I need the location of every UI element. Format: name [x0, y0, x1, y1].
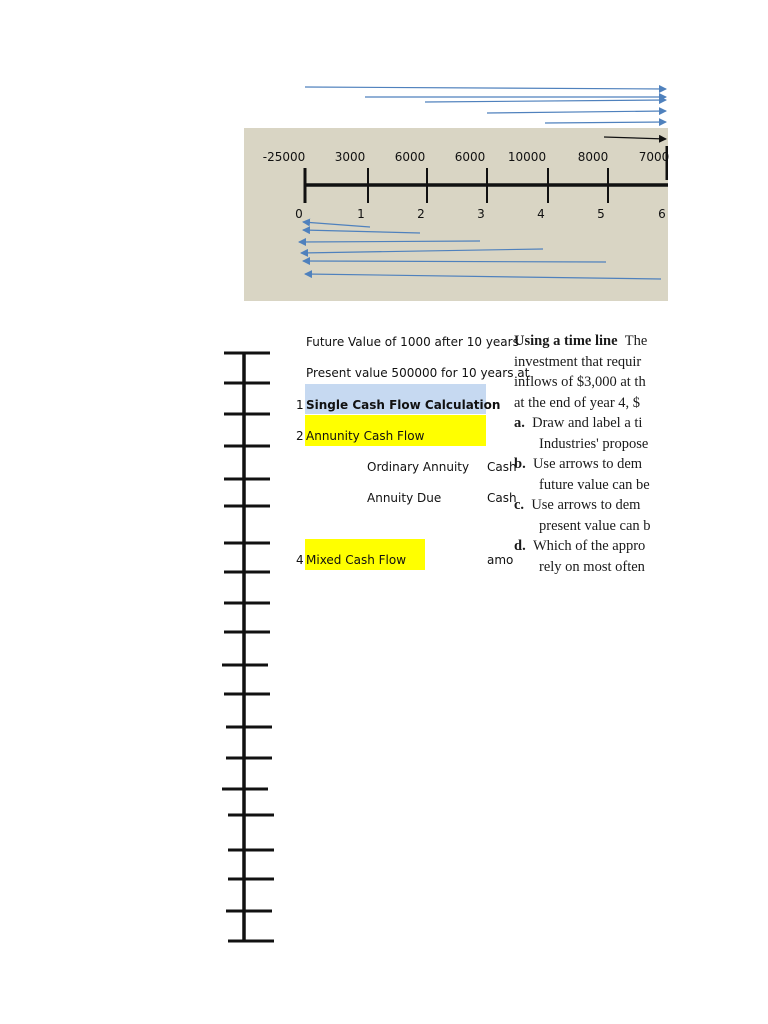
cash-fragment-1: Cash [487, 460, 517, 474]
book-line-3: at the end of year 4, $ [514, 394, 641, 411]
spreadsheet-area [290, 330, 530, 580]
period-4: 4 [537, 207, 545, 221]
book-item-a-cont: Industries' propose [539, 435, 649, 452]
book-item-d-letter: d. [514, 538, 526, 554]
annuity-due-label: Annuity Due [367, 491, 442, 505]
period-5: 5 [597, 207, 605, 221]
cash-flow-4: 10000 [507, 150, 547, 164]
book-item-b-text: Use arrows to dem [532, 456, 643, 472]
fv-arrow-3 [487, 111, 666, 113]
period-3: 3 [477, 207, 485, 221]
book-item-c-text: Use arrows to dem [531, 497, 641, 513]
fv-arrow-2 [425, 100, 666, 102]
period-6: 6 [658, 207, 666, 221]
book-heading: Using a time line [514, 333, 618, 349]
book-item-b-cont: future value can be [539, 476, 650, 493]
single-cash-flow-label: Single Cash Flow Calculation [306, 398, 501, 412]
fv-arrow-0 [305, 87, 666, 89]
cash-flow-6: 7000 [638, 150, 670, 164]
book-item-c-letter: c. [514, 497, 525, 513]
period-0: 0 [295, 207, 303, 221]
pv-arrow-5 [303, 261, 606, 262]
pv-arrow-4 [301, 249, 543, 253]
fv-arrow-5 [604, 137, 666, 139]
book-item-d-text: Which of the appro [532, 538, 646, 554]
book-heading-tail: The [624, 333, 648, 349]
vertical-timeline [222, 352, 274, 942]
book-item-a-letter: a. [514, 415, 525, 431]
period-2: 2 [417, 207, 425, 221]
book-item-b-letter: b. [514, 456, 526, 472]
cash-flow-3: 6000 [454, 150, 486, 164]
book-item-d-cont: rely on most often [539, 558, 645, 575]
row-number-2: 2 [296, 429, 304, 443]
annuity-cash-flow-label: Annunity Cash Flow [306, 429, 425, 443]
cash-flow-5: 8000 [577, 150, 609, 164]
cash-flow-0: -25000 [262, 150, 306, 164]
fv-question: Future Value of 1000 after 10 years [306, 335, 519, 349]
cash-flow-2: 6000 [394, 150, 426, 164]
row-number-1: 1 [296, 398, 304, 412]
book-line-1: investment that requir [514, 353, 642, 370]
textbook-excerpt [514, 331, 668, 591]
pv-arrow-3 [299, 241, 480, 242]
ordinary-annuity-label: Ordinary Annuity [367, 460, 470, 474]
pv-arrow-6 [305, 274, 661, 279]
cash-flow-labels [244, 140, 668, 232]
row-number-4: 4 [296, 553, 304, 567]
mixed-cash-flow-label: Mixed Cash Flow [306, 553, 407, 567]
book-line-2: inflows of $3,000 at th [514, 374, 646, 390]
cash-fragment-2: Cash [487, 491, 517, 505]
fv-arrow-4 [545, 122, 666, 123]
pv-question: Present value 500000 for 10 years at [306, 366, 530, 380]
amount-fragment: amo [487, 553, 514, 567]
book-item-a-text: Draw and label a ti [532, 415, 643, 431]
cash-flow-1: 3000 [334, 150, 366, 164]
period-1: 1 [357, 207, 365, 221]
book-item-c-cont: present value can b [539, 517, 651, 534]
